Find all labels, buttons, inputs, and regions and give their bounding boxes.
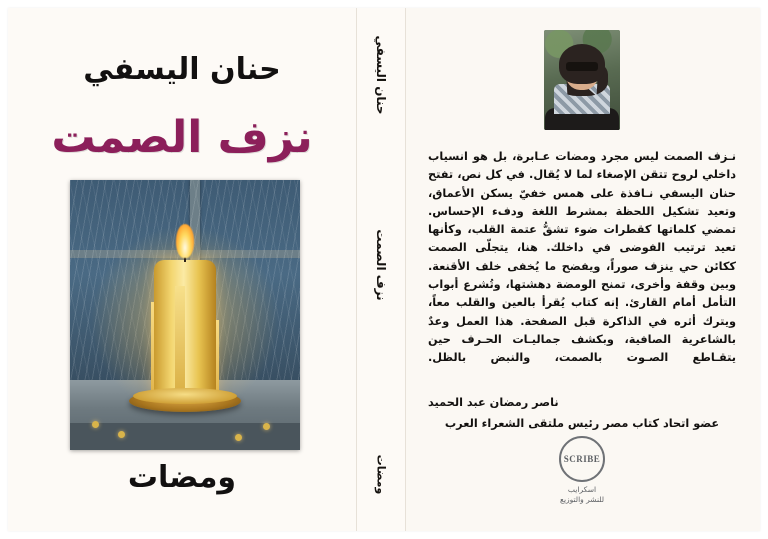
candle-flame [176, 224, 194, 258]
book-spine [356, 8, 406, 531]
wax-spot [92, 421, 99, 428]
back-cover-blurb: نـزف الصمت ليس مجرد ومضات عـابرة، بل هو انسياب داخلي لروح تتقن الإصغاء لما لا يُقال. في كل نص، تفتح حنان اليسفي نـافذة على همس خفيّ يسكن الأعماق، وتعيد تشكيل اللحظة بمشرط اللغة ودفء الإحساس. تمضي كلماتها كقطرات ضوء تشقُّ عتمة القلب، وكأنها تعيد ترتيب الفوضى في داخلك. هنا، يتجلّى الصمت ككائن حي ينزف صوراً، ويفضح ما يُخفى خلف الأقنعة. وبين وقفة وأخرى، تمنح الومضة دهشتها، وتُشرع أبواب التأمل أمام القارئ. إنه كتاب يُقرأ بالعين والقلب معاً، ويترك أثره في الذاكرة قبل الصفحة. هذا العمل وعدٌ بالشاعرية الصافية، وبكشف جماليـات الحـرف حين يتقـاطع الصـوت بالصمت، والنبض بالظل. [428, 150, 736, 365]
endorsement-author-name: ناصر رمضان عبد الحميد [428, 396, 559, 409]
front-cover-subtitle: ومضات [127, 460, 237, 495]
back-cover [404, 8, 760, 531]
wax-pool [133, 388, 237, 404]
author-photo [544, 30, 620, 130]
front-cover [8, 8, 356, 531]
spine-title: نزف الصمت [374, 229, 388, 301]
photo-sunglasses [566, 62, 598, 71]
front-cover-author: حنان اليسفي [83, 52, 281, 87]
publisher-name-ar: اسكرايب [567, 484, 597, 494]
endorsement-author-role: عضو اتحاد كتاب مصر رئيس ملتقى الشعراء العرب [444, 417, 720, 430]
spine-subtitle: ومضات [374, 454, 388, 495]
publisher-mark-icon [559, 436, 605, 482]
spine-author: حنان اليسفي [374, 35, 388, 115]
wax-spot [263, 423, 270, 430]
cover-artwork [70, 180, 300, 450]
publisher-tagline-ar: للنشر والتوزيع [559, 494, 605, 504]
wax-drip [175, 286, 185, 398]
publisher-mark-text: SCRIBE [563, 453, 601, 464]
publisher-logo [527, 436, 637, 505]
candle-body [154, 260, 216, 398]
wax-spot [235, 434, 242, 441]
wax-spot [118, 431, 125, 438]
front-cover-title: نزف الصمت [51, 112, 313, 163]
